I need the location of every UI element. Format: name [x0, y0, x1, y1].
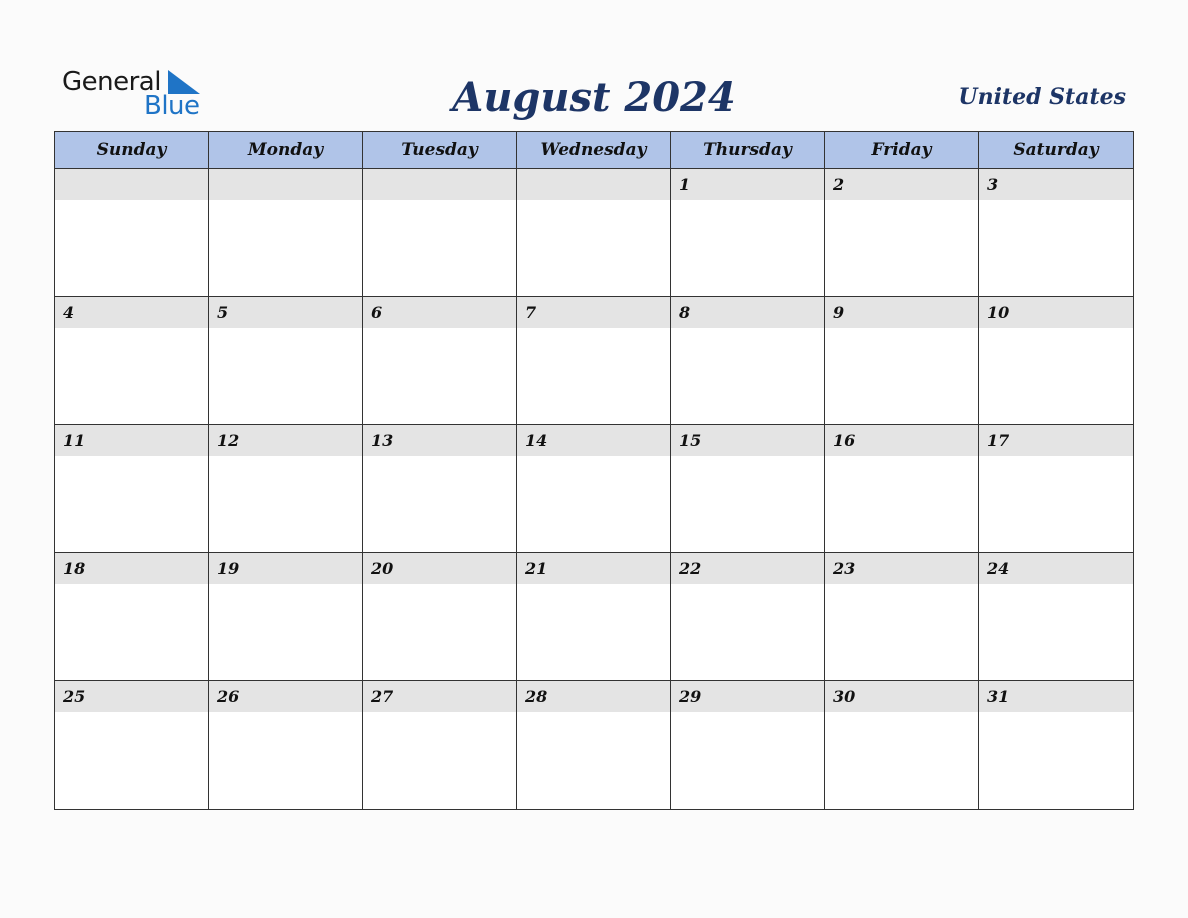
- day-cell[interactable]: [55, 169, 209, 297]
- day-number: 3: [979, 169, 1133, 200]
- day-number: 7: [517, 297, 670, 328]
- day-number: 16: [825, 425, 978, 456]
- day-number: 14: [517, 425, 670, 456]
- day-cell[interactable]: [979, 681, 1133, 809]
- day-cell[interactable]: [363, 681, 517, 809]
- day-number: 6: [363, 297, 516, 328]
- day-cell[interactable]: [671, 681, 825, 809]
- day-cell[interactable]: [671, 297, 825, 425]
- calendar-title: August 2024: [452, 74, 736, 121]
- day-number: 13: [363, 425, 516, 456]
- day-cell[interactable]: [979, 553, 1133, 681]
- day-number: 2: [825, 169, 978, 200]
- day-number: 12: [209, 425, 362, 456]
- day-cell[interactable]: [363, 169, 517, 297]
- day-number: [55, 169, 208, 200]
- logo-text-general: General: [62, 67, 161, 97]
- day-number: 9: [825, 297, 978, 328]
- day-cell[interactable]: [517, 297, 671, 425]
- day-number: 1: [671, 169, 824, 200]
- weekday-wednesday: Wednesday: [517, 132, 671, 168]
- day-number: 15: [671, 425, 824, 456]
- weekday-monday: Monday: [209, 132, 363, 168]
- day-cell[interactable]: [825, 297, 979, 425]
- day-number: 24: [979, 553, 1133, 584]
- calendar-grid: [54, 131, 1134, 810]
- day-number: 4: [55, 297, 208, 328]
- day-cell[interactable]: [825, 169, 979, 297]
- day-grid: [55, 169, 1133, 809]
- day-cell[interactable]: [363, 425, 517, 553]
- day-cell[interactable]: [55, 553, 209, 681]
- day-cell[interactable]: [209, 297, 363, 425]
- country-label: United States: [958, 84, 1126, 110]
- day-number: 5: [209, 297, 362, 328]
- day-number: 27: [363, 681, 516, 712]
- day-cell[interactable]: [979, 169, 1133, 297]
- day-number: 29: [671, 681, 824, 712]
- day-cell[interactable]: [209, 553, 363, 681]
- day-number: 18: [55, 553, 208, 584]
- day-cell[interactable]: [671, 169, 825, 297]
- day-cell[interactable]: [363, 553, 517, 681]
- weekday-sunday: Sunday: [55, 132, 209, 168]
- day-number: [209, 169, 362, 200]
- day-cell[interactable]: [209, 169, 363, 297]
- weekday-tuesday: Tuesday: [363, 132, 517, 168]
- day-number: 31: [979, 681, 1133, 712]
- day-number: [517, 169, 670, 200]
- day-cell[interactable]: [979, 425, 1133, 553]
- day-number: 17: [979, 425, 1133, 456]
- day-cell[interactable]: [55, 297, 209, 425]
- day-cell[interactable]: [671, 553, 825, 681]
- weekday-saturday: Saturday: [1013, 140, 1099, 160]
- day-number: 10: [979, 297, 1133, 328]
- day-number: 30: [825, 681, 978, 712]
- day-number: 28: [517, 681, 670, 712]
- day-cell[interactable]: [825, 425, 979, 553]
- day-number: 26: [209, 681, 362, 712]
- day-cell[interactable]: [517, 425, 671, 553]
- day-number: 22: [671, 553, 824, 584]
- day-number: 20: [363, 553, 516, 584]
- day-cell[interactable]: [825, 553, 979, 681]
- day-number: [363, 169, 516, 200]
- day-number: 23: [825, 553, 978, 584]
- weekday-thursday: Thursday: [671, 132, 825, 168]
- day-number: 25: [55, 681, 208, 712]
- day-cell[interactable]: [363, 297, 517, 425]
- weekday-friday: Friday: [825, 132, 979, 168]
- day-cell[interactable]: [979, 297, 1133, 425]
- day-number: 21: [517, 553, 670, 584]
- day-cell[interactable]: [517, 681, 671, 809]
- weekday-header-row: [55, 132, 1133, 169]
- day-cell[interactable]: [671, 425, 825, 553]
- day-cell[interactable]: [55, 681, 209, 809]
- day-cell[interactable]: [209, 681, 363, 809]
- day-cell[interactable]: [209, 425, 363, 553]
- day-cell[interactable]: [55, 425, 209, 553]
- day-cell[interactable]: [825, 681, 979, 809]
- day-number: 8: [671, 297, 824, 328]
- day-number: 19: [209, 553, 362, 584]
- logo-text-blue: Blue: [144, 91, 200, 121]
- day-cell[interactable]: [517, 169, 671, 297]
- day-cell[interactable]: [517, 553, 671, 681]
- day-number: 11: [55, 425, 208, 456]
